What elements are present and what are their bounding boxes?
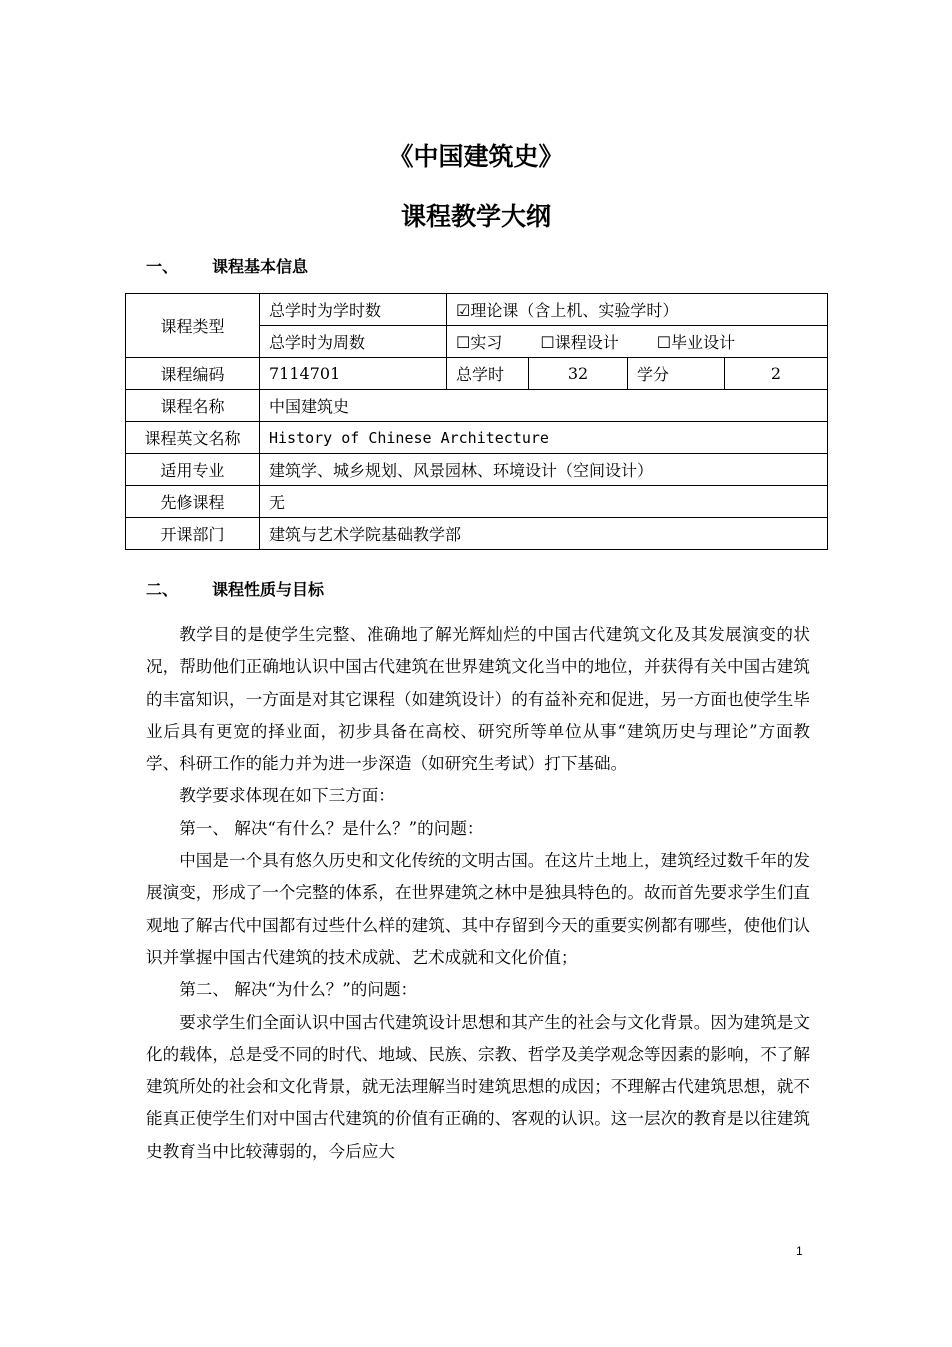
body-text [146,619,810,1168]
department-value: 建筑与艺术学院基础教学部 [260,518,828,550]
paragraph: 第一、 解决“有什么？是什么？”的问题： [179,818,484,838]
course-type-label: 课程类型 [126,294,260,358]
hours-as-weeks-label: 总学时为周数 [260,326,447,358]
course-english-name-value: History of Chinese Architecture [260,422,828,454]
course-name-label: 课程名称 [126,390,260,422]
paragraph: 第二、 解决“为什么？”的问题： [179,980,418,1000]
applicable-major-label: 适用专业 [126,454,260,486]
paragraph: 教学目的是使学生完整、准确地了解光辉灿烂的中国古代建筑文化及其发展演变的状况，帮助他们正确地认识中国古代建筑在世界建筑文化当中的地位，并获得有关中国古建筑的丰富知识，一方面是对其它课程（如建筑设计）的有益补充和促进，另一方面也使学生毕业后具有更宽的择业面，初步具备在高校、研究所等单位从事“建筑历史与理论”方面教学、科研工作的能力并为进一步深造（如研究生考试）打下基础。 [146,625,810,774]
prerequisite-label: 先修课程 [126,486,260,518]
course-code-value: 7114701 [260,358,447,390]
section-number: 一、 [146,257,179,276]
table-row [126,294,828,326]
paragraph: 要求学生们全面认识中国古代建筑设计思想和其产生的社会与文化背景。因为建筑是文化的载体，总是受不同的时代、地域、民族、宗教、哲学及美学观念等因素的影响，不了解建筑所处的社会和文化背景，就无法理解当时建筑思想的成因；不理解古代建筑思想，就不能真正使学生们对中国古代建筑的价值有正确的、客观的认识。这一层次的教育是以往建筑史教育当中比较薄弱的，今后应大 [146,1012,810,1161]
course-info-table [125,293,828,550]
course-code-label: 课程编码 [126,358,260,390]
section-heading-nature-goals [146,579,324,601]
table-row [126,358,828,390]
course-name-value: 中国建筑史 [260,390,828,422]
prerequisite-value: 无 [260,486,828,518]
document-title: 《中国建筑史》 [388,142,564,171]
paragraph: 中国是一个具有悠久历史和文化传统的文明古国。在这片土地上，建筑经过数千年的发展演变，形成了一个完整的体系，在世界建筑之林中是独具特色的。故而首先要求学生们直观地了解古代中国都有过些什么样的建筑、其中存留到今天的重要实例都有哪些，使他们认识并掌握中国古代建筑的技术成就、艺术成就和文化价值； [146,851,810,967]
document-subtitle: 课程教学大纲 [400,202,551,231]
table-row [126,454,828,486]
table-row [126,518,828,550]
course-design-checkbox: ☐课程设计 [540,333,619,352]
graduation-design-checkbox: ☐毕业设计 [656,333,736,352]
department-label: 开课部门 [126,518,260,550]
credit-label: 学分 [628,358,725,390]
table-row [126,486,828,518]
section-number: 二、 [146,580,179,599]
table-row [126,422,828,454]
section-title: 课程基本信息 [212,257,309,276]
credit-value: 2 [725,358,828,390]
page-number: 1 [796,1244,803,1258]
table-row [126,390,828,422]
total-hours-label: 总学时 [447,358,529,390]
total-hours-value: 32 [529,358,628,390]
paragraph: 教学要求体现在如下三方面： [179,786,395,806]
internship-checkbox: ☐实习 [456,333,503,352]
section-title: 课程性质与目标 [212,580,325,599]
section-heading-basic-info [146,256,308,278]
hours-as-class-hours-label: 总学时为学时数 [260,294,447,326]
applicable-major-value: 建筑学、城乡规划、风景园林、环境设计（空间设计） [260,454,828,486]
practice-options-cell [447,326,828,358]
theory-course-checkbox: ☑理论课（含上机、实验学时） [447,294,828,326]
course-english-name-label: 课程英文名称 [126,422,260,454]
